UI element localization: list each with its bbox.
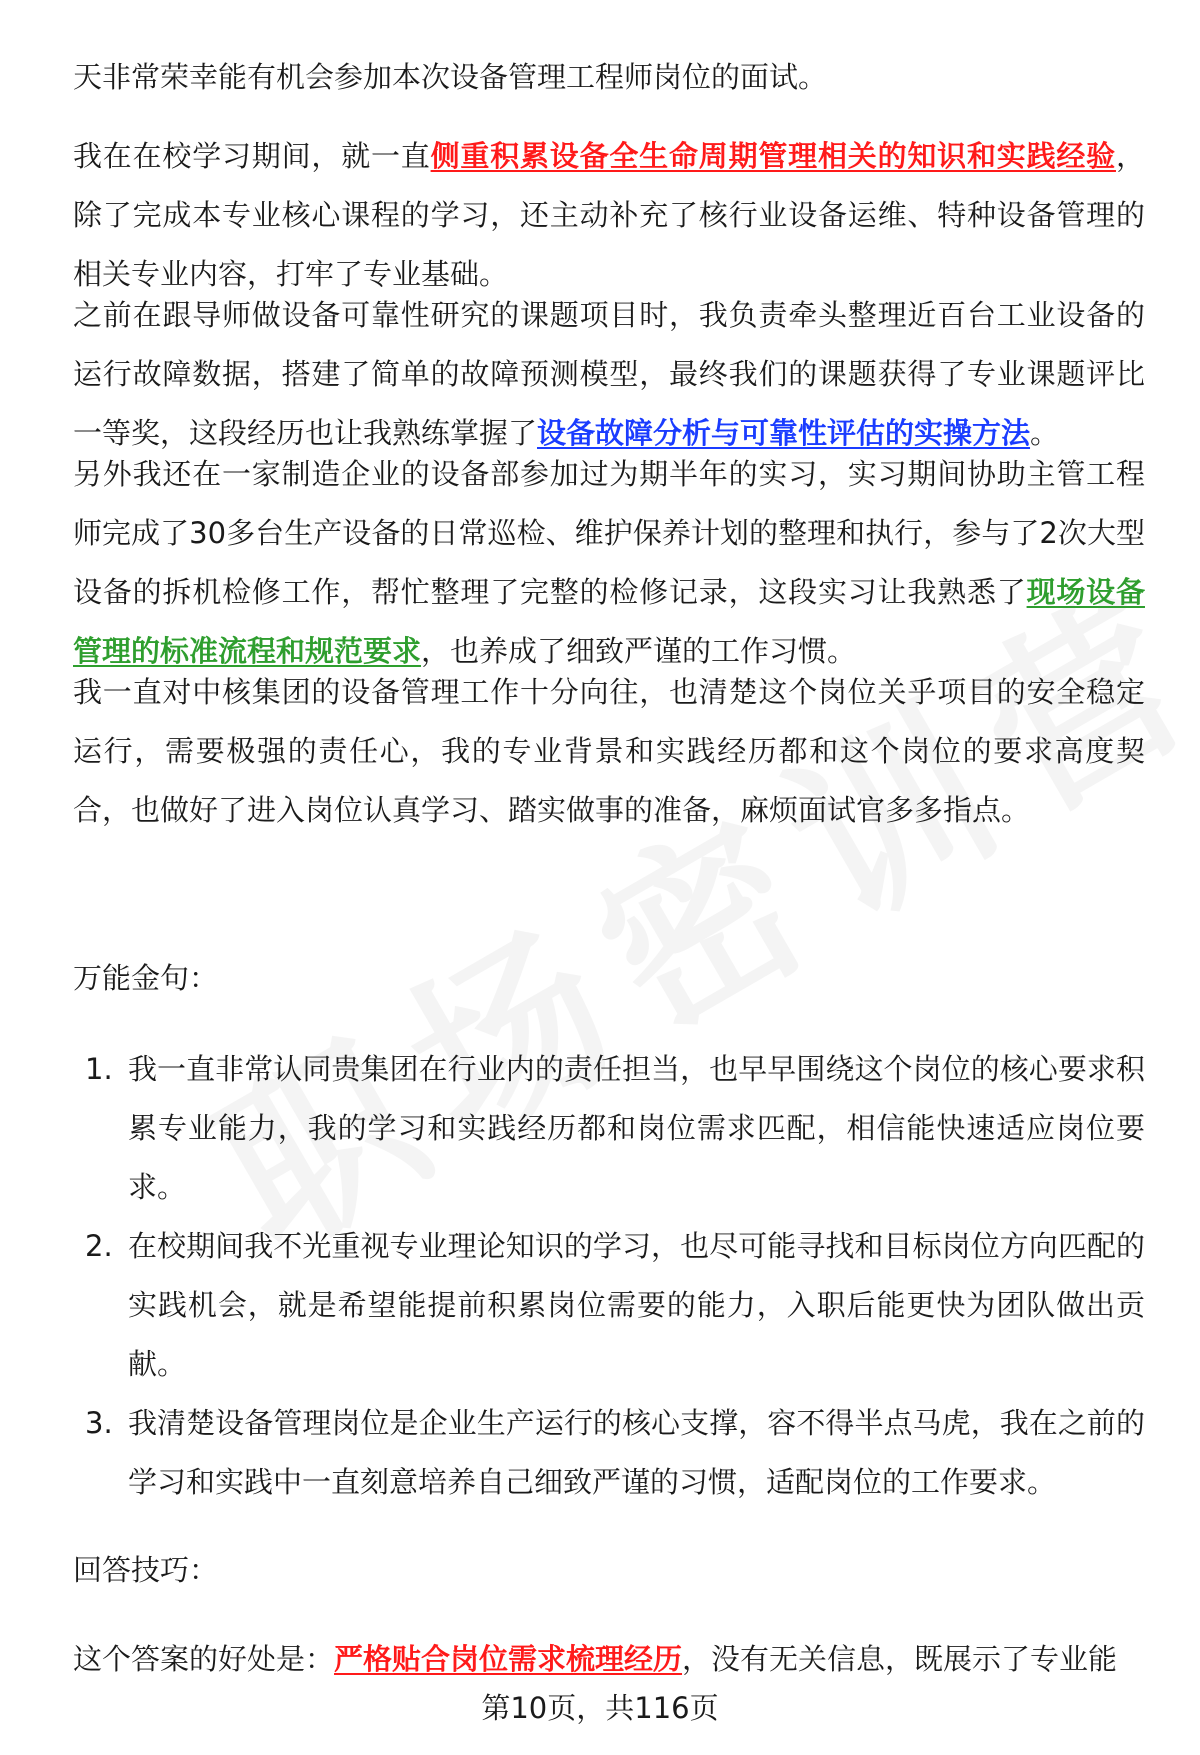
tips-label: 回答技巧： (73, 1553, 219, 1587)
highlight-red: 侧重积累设备全生命周期管理相关的知识和实践经验 (430, 139, 1116, 173)
page-number-footer: 第10页，共116页 (481, 1691, 719, 1725)
list-number: 1. (85, 1052, 113, 1086)
highlight-blue: 设备故障分析与可靠性评估的实操方法 (537, 416, 1031, 450)
paragraph-text: 我在在校学习期间，就一直 (73, 139, 431, 173)
paragraph-text: 。 (1030, 416, 1060, 450)
paragraph-text: ，除了完成本专业核心课程的学习，还主动补充了核行业设备运维、特种设备管理的相关专业内容，打牢了专业基础。 (73, 139, 1145, 291)
paragraph-tips (73, 1630, 1145, 1689)
paragraph-motivation: 我一直对中核集团的设备管理工作十分向往，也清楚这个岗位关乎项目的安全稳定运行，需要极强的责任心，我的专业背景和实践经历都和这个岗位的要求高度契合，也做好了进入岗位认真学习、踏实做事的准备，麻烦面试官多多指点。 (73, 675, 1145, 827)
highlight-red: 严格贴合岗位需求梳理经历 (334, 1642, 683, 1676)
paragraph-education (73, 127, 1145, 304)
golden-sentences-list (73, 1040, 1145, 1512)
highlight-green: 现场设备管理的标准流程和规范要求 (73, 575, 1145, 668)
paragraph-internship (73, 445, 1145, 681)
list-item-text: 我清楚设备管理岗位是企业生产运行的核心支撑，容不得半点马虎，我在之前的学习和实践中一直刻意培养自己细致严谨的习惯，适配岗位的工作要求。 (128, 1406, 1145, 1499)
golden-sentences-label: 万能金句： (73, 961, 219, 995)
list-item-text: 我一直非常认同贵集团在行业内的责任担当，也早早围绕这个岗位的核心要求积累专业能力，我的学习和实践经历都和岗位需求匹配，相信能快速适应岗位要求。 (128, 1052, 1145, 1204)
paragraph-text: 这个答案的好处是： (73, 1642, 335, 1676)
list-number: 2. (85, 1229, 113, 1263)
list-item (73, 1040, 1145, 1217)
paragraph-text: ，也养成了细致严谨的工作习惯。 (421, 634, 857, 668)
intro-line: 天非常荣幸能有机会参加本次设备管理工程师岗位的面试。 (73, 60, 828, 94)
paragraph-text: 之前在跟导师做设备可靠性研究的课题项目时，我负责牵头整理近百台工业设备的运行故障数据，搭建了简单的故障预测模型，最终我们的课题获得了专业课题评比一等奖，这段经历也让我熟练掌握了 (73, 298, 1145, 450)
paragraph-research (73, 286, 1145, 463)
paragraph-text: 另外我还在一家制造企业的设备部参加过为期半年的实习，实习期间协助主管工程师完成了30多台生产设备的日常巡检、维护保养计划的整理和执行，参与了2次大型设备的拆机检修工作，帮忙整理了完整的检修记录，这段实习让我熟悉了 (73, 457, 1145, 609)
paragraph-text: ，没有无关信息，既展示了专业能 (682, 1642, 1118, 1676)
list-item (73, 1394, 1145, 1512)
list-item (73, 1217, 1145, 1394)
list-item-text: 在校期间我不光重视专业理论知识的学习，也尽可能寻找和目标岗位方向匹配的实践机会，就是希望能提前积累岗位需要的能力，入职后能更快为团队做出贡献。 (128, 1229, 1145, 1381)
list-number: 3. (85, 1406, 113, 1440)
